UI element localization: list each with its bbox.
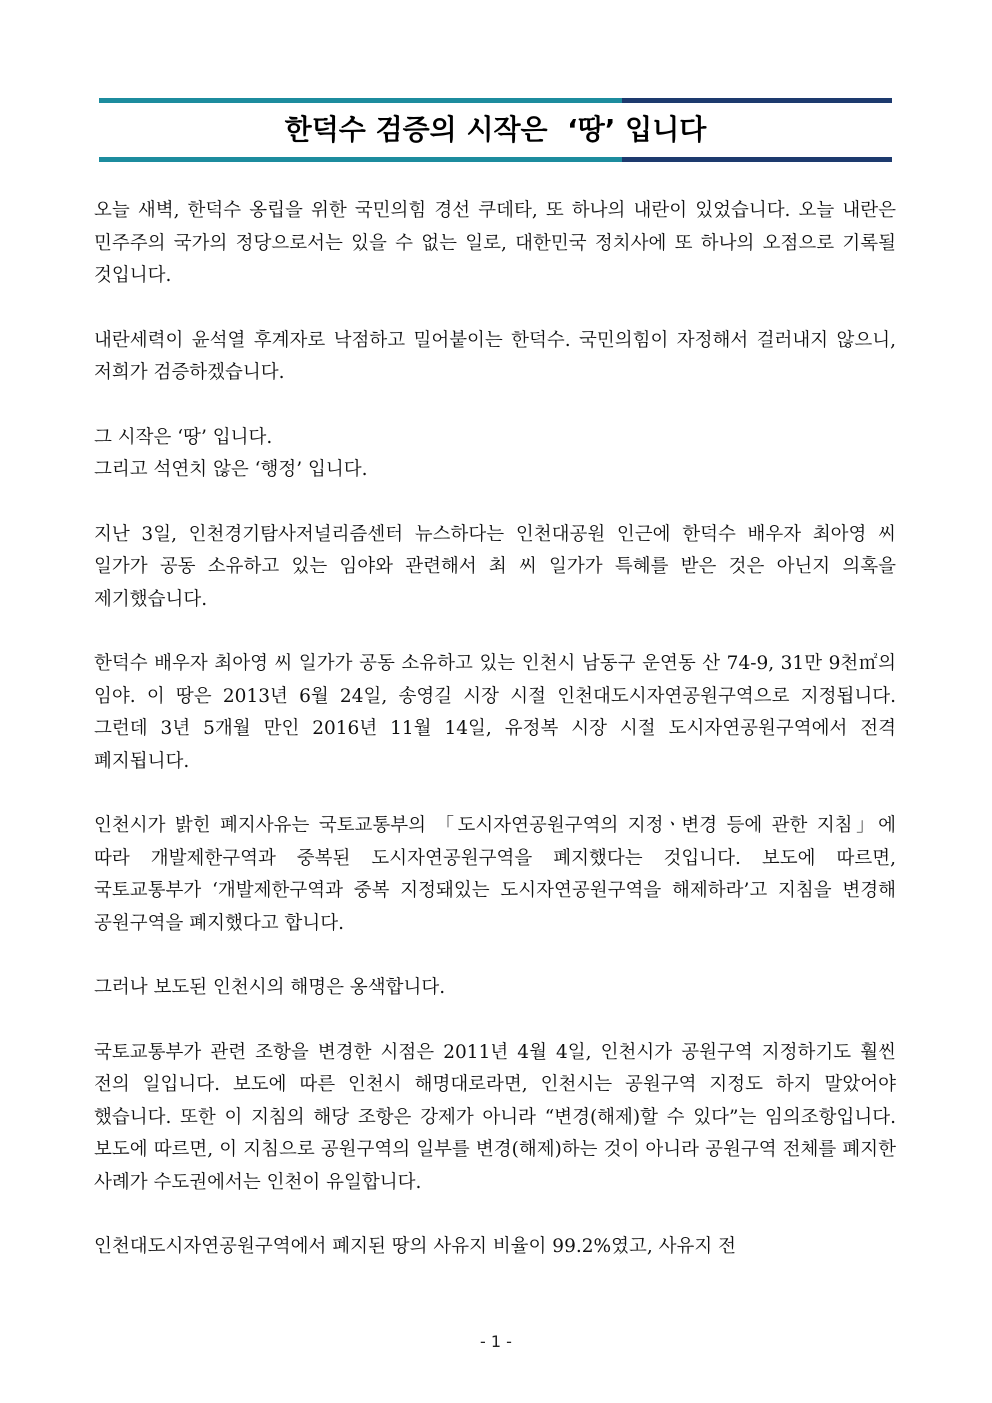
paragraph-6: 한덕수 배우자 최아영 씨 일가가 공동 소유하고 있는 인천시 남동구 운연동 산 74-9, 31만 9천㎡의 임야. 이 땅은 2013년 6월 24일, 송영길 시장 시절 인천대도시자연공원구역으로 지정됩니다. 그런데 3년 5개월 만인 2016년 11월 14일, 유정복 시장 시절 도시자연공원구역에서 전격 폐지됩니다.	[94, 653, 896, 772]
paragraph-8: 그러나 보도된 인천시의 해명은 옹색합니다.	[94, 977, 446, 998]
title-top-rule-teal	[99, 98, 622, 103]
paragraph-5: 지난 3일, 인천경기탐사저널리즘센터 뉴스하다는 인천대공원 인근에 한덕수 배우자 최아영 씨 일가가 공동 소유하고 있는 임야와 관련해서 최 씨 일가가 특혜를 받은 것은 아닌지 의혹을 제기했습니다.	[94, 523, 896, 610]
paragraph-4: 그리고 석연치 않은 ‘행정’ 입니다.	[94, 459, 368, 480]
document-title: 한덕수 검증의 시작은 ‘땅’ 입니다	[284, 113, 707, 146]
paragraph-10: 인천대도시자연공원구역에서 폐지된 땅의 사유지 비율이 99.2%였고, 사유지 전	[94, 1236, 736, 1257]
paragraph-1: 오늘 새벽, 한덕수 옹립을 위한 국민의힘 경선 쿠데타, 또 하나의 내란이 있었습니다. 오늘 내란은 민주주의 국가의 정당으로서는 있을 수 없는 일로, 대한민국 정치사에 또 하나의 오점으로 기록될 것입니다.	[94, 200, 896, 286]
paragraph-7: 인천시가 밝힌 폐지사유는 국토교통부의 「도시자연공원구역의 지정ㆍ변경 등에 관한 지침」에 따라 개발제한구역과 중복된 도시자연공원구역을 폐지했다는 것입니다. 보도에 따르면, 국토교통부가 ‘개발제한구역과 중복 지정돼있는 도시자연공원구역을 해제하라’고 지침을 변경해 공원구역을 폐지했다고 합니다.	[94, 815, 896, 934]
document-body	[94, 195, 896, 1264]
title-top-rule-navy	[622, 98, 892, 103]
title-bottom-rule-navy	[622, 157, 892, 162]
title-bottom-rule-teal	[99, 157, 622, 162]
paragraph-3: 그 시작은 ‘땅’ 입니다.	[94, 426, 273, 448]
title-block	[99, 98, 892, 164]
title-bottom-rule	[99, 157, 892, 162]
title-top-rule	[99, 98, 892, 103]
page-number: - 1 -	[480, 1332, 512, 1351]
paragraph-9: 국토교통부가 관련 조항을 변경한 시점은 2011년 4월 4일, 인천시가 공원구역 지정하기도 훨씬 전의 일입니다. 보도에 따른 인천시 해명대로라면, 인천시는 공원구역 지정도 하지 말았어야 했습니다. 또한 이 지침의 해당 조항은 강제가 아니라 “변경(해제)할 수 있다”는 임의조항입니다. 보도에 따르면, 이 지침으로 공원구역의 일부를 변경(해제)하는 것이 아니라 공원구역 전체를 폐지한 사례가 수도권에서는 인천이 유일합니다.	[94, 1041, 896, 1193]
paragraph-2: 내란세력이 윤석열 후계자로 낙점하고 밀어붙이는 한덕수. 국민의힘이 자정해서 걸러내지 않으니, 저희가 검증하겠습니다.	[94, 329, 896, 383]
